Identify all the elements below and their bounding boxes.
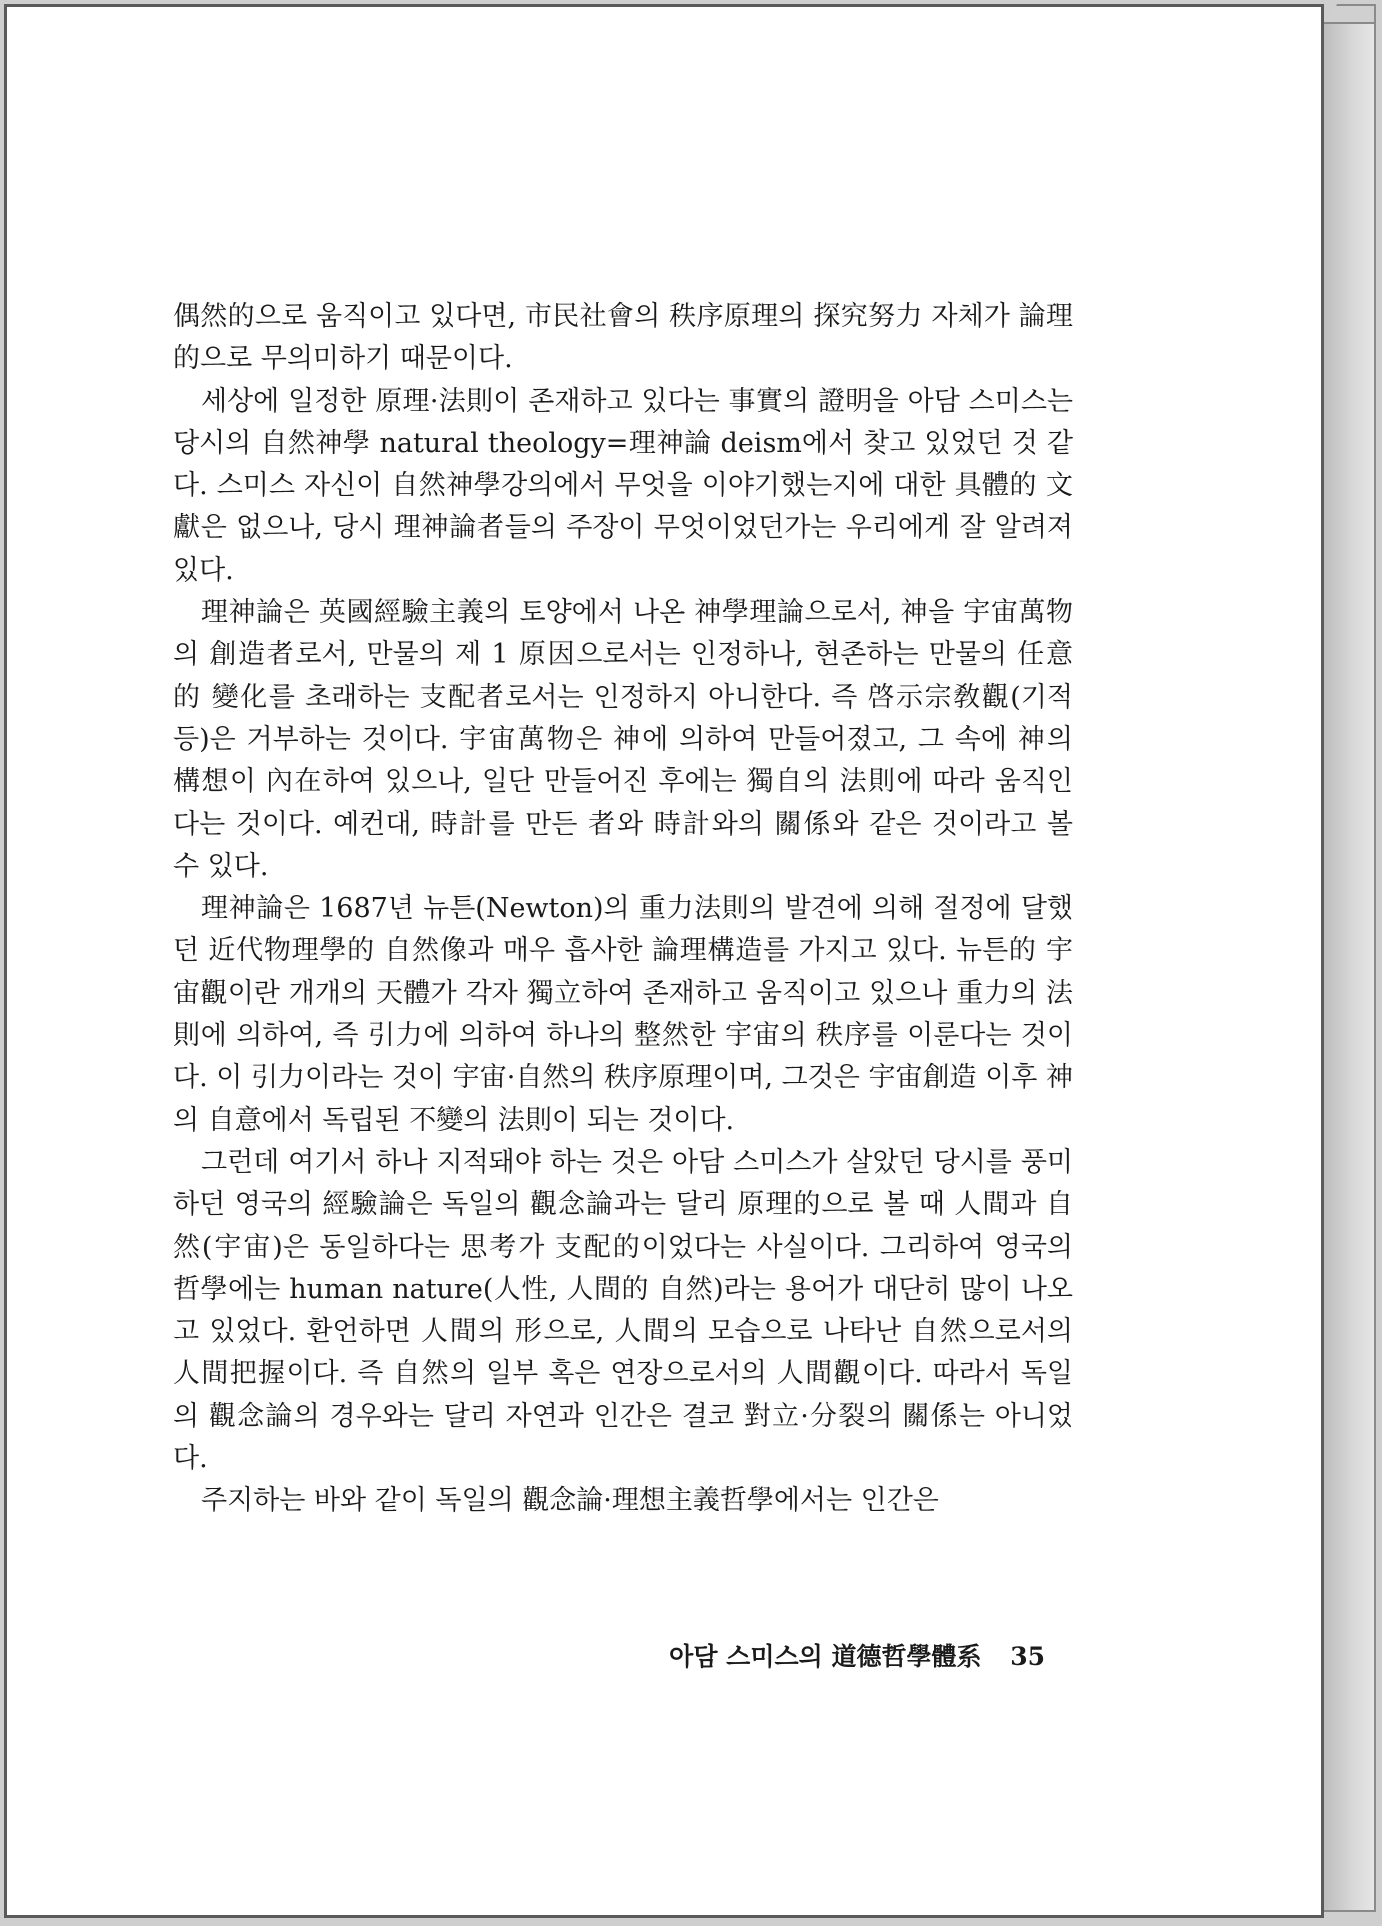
body-text — [173, 296, 1073, 1523]
paragraph-1: 偶然的으로 움직이고 있다면, 市民社會의 秩序原理의 探究努力 자체가 論理的으로 무의미하기 때문이다. — [173, 301, 1073, 375]
paragraph-5: 그런데 여기서 하나 지적돼야 하는 것은 아담 스미스가 살았던 당시를 풍미하던 영국의 經驗論은 독일의 觀念論과는 달리 原理的으로 볼 때 人間과 自然(宇宙)은 동일하다는 思考가 支配的이었다는 사실이다. 그리하여 영국의 哲學에는 human nature(人性, 人間的 自然)라는 용어가 대단히 많이 나오고 있었다. 환언하면 人間의 形으로, 人間의 모습으로 나타난 自然으로서의 人間把握이다. 즉 自然의 일부 혹은 연장으로서의 人間觀이다. 따라서 독일의 觀念論의 경우와는 달리 자연과 인간은 결코 對立·分裂의 關係는 아니었다. — [173, 1146, 1073, 1475]
page-number: 35 — [1010, 1642, 1045, 1671]
running-title: 아담 스미스의 道德哲學體系 — [669, 1642, 982, 1671]
paragraph-4: 理神論은 1687년 뉴튼(Newton)의 重力法則의 발견에 의해 절정에 달했던 近代物理學的 自然像과 매우 흡사한 論理構造를 가지고 있다. 뉴튼的 宇宙觀이란 개개의 天體가 각자 獨立하여 존재하고 움직이고 있으나 重力의 法則에 의하여, 즉 引力에 의하여 하나의 整然한 宇宙의 秩序를 이룬다는 것이다. 이 引力이라는 것이 宇宙·自然의 秩序原理이며, 그것은 宇宙創造 이후 神의 自意에서 독립된 不變의 法則이 되는 것이다. — [173, 893, 1073, 1136]
paragraph-6: 주지하는 바와 같이 독일의 觀念論·理想主義哲學에서는 인간은 — [201, 1485, 939, 1517]
page-stack-edge — [1322, 22, 1376, 1912]
page-footer — [7, 1637, 1045, 1673]
paragraph-3: 理神論은 英國經驗主義의 토양에서 나온 神學理論으로서, 神을 宇宙萬物의 創造者로서, 만물의 제 1 原因으로서는 인정하나, 현존하는 만물의 任意的 變化를 초래하는 支配者로서는 인정하지 아니한다. 즉 啓示宗敎觀(기적 등)은 거부하는 것이다. 宇宙萬物은 神에 의하여 만들어졌고, 그 속에 神의 構想이 內在하여 있으나, 일단 만들어진 후에는 獨自의 法則에 따라 움직인다는 것이다. 예컨대, 時計를 만든 者와 時計와의 關係와 같은 것이라고 볼 수 있다. — [173, 597, 1073, 882]
paragraph-2: 세상에 일정한 原理·法則이 존재하고 있다는 事實의 證明을 아담 스미스는 당시의 自然神學 natural theology=理神論 deism에서 찾고 있었던 것 같다. 스미스 자신이 自然神學강의에서 무엇을 이야기했는지에 대한 具體的 文獻은 없으나, 당시 理神論者들의 주장이 무엇이었던가는 우리에게 잘 알려져 있다. — [173, 385, 1073, 586]
book-page — [4, 4, 1324, 1918]
